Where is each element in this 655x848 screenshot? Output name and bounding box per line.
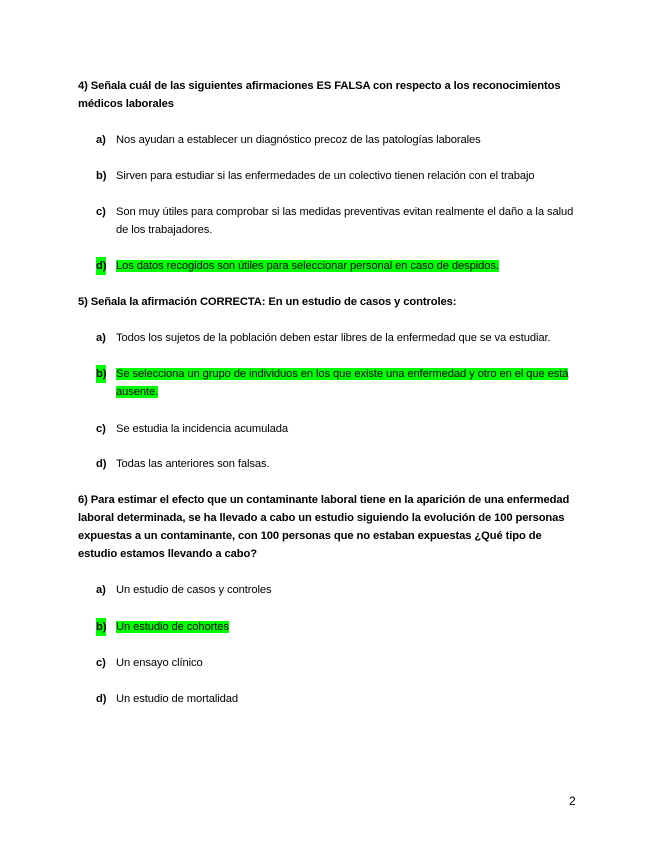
option-letter: a) bbox=[96, 332, 106, 344]
question-5-option-c bbox=[96, 420, 581, 438]
option-letter: d) bbox=[96, 458, 107, 470]
question-4-title: 4) Señala cuál de las siguientes afirmaciones ES FALSA con respecto a los reconocimientos médicos laborales bbox=[78, 80, 561, 110]
option-letter: d) bbox=[96, 693, 107, 705]
question-4-option-d bbox=[96, 257, 581, 275]
option-letter: b) bbox=[96, 170, 107, 182]
option-letter: b) bbox=[96, 365, 106, 383]
page-number: 2 bbox=[569, 794, 576, 808]
option-text: Todos los sujetos de la población deben estar libres de la enfermedad que se va estudiar. bbox=[116, 332, 551, 344]
question-5-option-b bbox=[96, 365, 581, 401]
option-text: Todas las anteriores son falsas. bbox=[116, 458, 270, 470]
option-text-highlighted: Los datos recogidos son útiles para seleccionar personal en caso de despidos. bbox=[116, 260, 499, 272]
option-text-highlighted: Un estudio de cohortes bbox=[116, 621, 229, 633]
question-5-option-d bbox=[96, 455, 581, 473]
question-5-title: 5) Señala la afirmación CORRECTA: En un estudio de casos y controles: bbox=[78, 296, 457, 308]
option-text: Sirven para estudiar si las enfermedades de un colectivo tienen relación con el trabajo bbox=[116, 170, 535, 182]
question-4-option-c bbox=[96, 203, 581, 239]
option-letter: b) bbox=[96, 618, 106, 636]
question-6-option-a bbox=[96, 581, 581, 599]
question-6-title: 6) Para estimar el efecto que un contaminante laboral tiene en la aparición de una enfermedad laboral determinada, se ha llevado a cabo un estudio siguiendo la evolución de 100 personas expuestas a un contaminante, con 100 personas que no estaban expuestas ¿Qué tipo de estudio estamos llevando a cabo? bbox=[78, 494, 570, 560]
option-text: Nos ayudan a establecer un diagnóstico precoz de las patologías laborales bbox=[116, 134, 481, 146]
option-letter: c) bbox=[96, 657, 106, 669]
question-4-option-b bbox=[96, 167, 581, 185]
option-letter: a) bbox=[96, 134, 106, 146]
option-letter: a) bbox=[96, 584, 106, 596]
option-letter: c) bbox=[96, 206, 106, 218]
question-6-option-b bbox=[96, 618, 581, 636]
option-text: Se estudia la incidencia acumulada bbox=[116, 423, 288, 435]
option-text: Un estudio de casos y controles bbox=[116, 584, 272, 596]
option-text: Un ensayo clínico bbox=[116, 657, 203, 669]
option-text: Son muy útiles para comprobar si las medidas preventivas evitan realmente el daño a la salud de los trabajadores. bbox=[116, 206, 574, 236]
question-6-option-d bbox=[96, 690, 581, 708]
option-letter: c) bbox=[96, 423, 106, 435]
question-5-option-a bbox=[96, 329, 581, 347]
option-text: Un estudio de mortalidad bbox=[116, 693, 238, 705]
option-text-highlighted: Se selecciona un grupo de individuos en los que existe una enfermedad y otro en el que está ausente. bbox=[116, 368, 569, 398]
question-6-option-c bbox=[96, 654, 581, 672]
option-letter: d) bbox=[96, 257, 106, 275]
question-4-option-a bbox=[96, 131, 581, 149]
